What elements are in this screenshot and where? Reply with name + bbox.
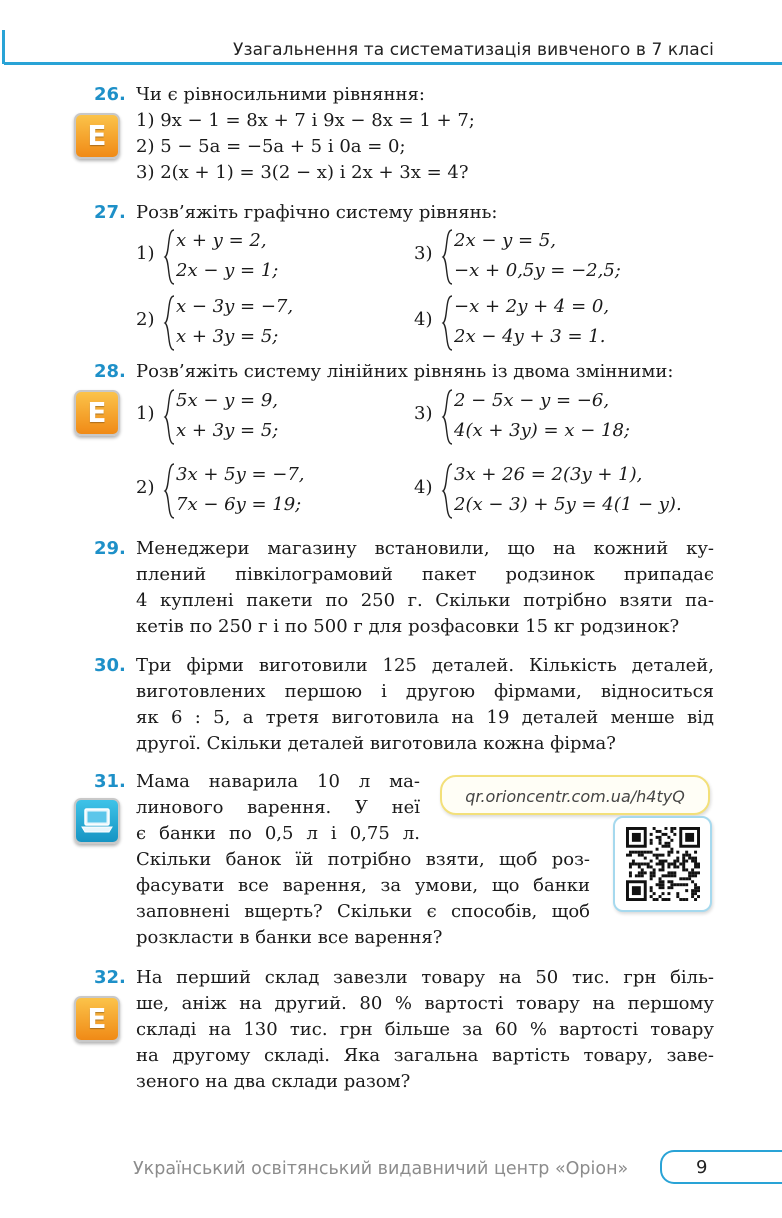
problem-26-item: 2) 5 − 5a = −5a + 5 і 0a = 0; [136, 136, 406, 157]
publisher-footer: Український освітянський видавничий центр «Оріон» [133, 1159, 629, 1179]
text-line: складі на 130 тис. грн більше за 60 % вартості товару [136, 1019, 714, 1040]
text-line: фасувати все варення, за умови, що банки [136, 875, 590, 896]
text-line: розкласти в банки все варення? [136, 927, 443, 948]
text-line: виготовлених першою і другою фірмами, відноситься [136, 681, 714, 702]
header-rule [4, 62, 782, 65]
problem-32-text [136, 965, 714, 1095]
problem-26-item: 3) 2(x + 1) = 3(2 − x) і 2x + 3x = 4? [136, 162, 469, 183]
e-badge-icon: E [74, 996, 120, 1042]
text-line: На перший склад завезли товару на 50 тис. грн біль- [136, 967, 714, 988]
text-line: на другому складі. Яка загальна вартість товару, заве- [136, 1045, 714, 1066]
text-line: як 6 : 5, а третя виготовила на 19 деталей менше від [136, 707, 714, 728]
text-line: Скільки банок їй потрібно взяти, щоб роз- [136, 849, 590, 870]
text-line: кетів по 250 г і по 500 г для розфасовки 15 кг родзинок? [136, 616, 680, 637]
text-line: 4 куплені пакети по 250 г. Скільки потрібно взяти па- [136, 590, 714, 611]
text-line: зеного на два склади разом? [136, 1071, 411, 1092]
problem-32-number: 32. [94, 967, 126, 988]
problem-28-number: 28. [94, 361, 126, 382]
problem-29-number: 29. [94, 538, 126, 559]
header-rule-tick [2, 30, 5, 64]
e-badge-icon: E [74, 113, 120, 159]
problem-27-text: Розв’яжіть графічно систему рівнянь: [136, 202, 498, 223]
problem-28-text: Розв’яжіть систему лінійних рівнянь із двома змінними: [136, 361, 674, 382]
problem-26-text: Чи є рівносильними рівняння: [136, 84, 425, 105]
text-line: заповнені вщерть? Скільки є способів, щоб [136, 901, 590, 922]
problem-31-number: 31. [94, 771, 126, 792]
text-line: другої. Скільки деталей виготовила кожна фірма? [136, 733, 616, 754]
qr-code[interactable] [613, 816, 712, 912]
problem-30-number: 30. [94, 655, 126, 676]
laptop-icon [74, 798, 120, 844]
problem-26-number: 26. [94, 84, 126, 105]
problem-27-number: 27. [94, 202, 126, 223]
problem-26-item: 1) 9x − 1 = 8x + 7 і 9x − 8x = 1 + 7; [136, 110, 475, 131]
problem-29-text [136, 536, 714, 640]
problem-31-text-top [136, 769, 420, 847]
problem-31-text [136, 847, 590, 951]
page-number-box [660, 1150, 782, 1184]
text-line: Менеджери магазину встановили, що на кожний ку- [136, 538, 714, 559]
text-line: є банки по 0,5 л і 0,75 л. [136, 823, 420, 844]
problem-30-text [136, 653, 714, 757]
text-line: ше, аніж на другий. 80 % вартості товару на першому [136, 993, 714, 1014]
header-title: Узагальнення та систематизація вивченого в 7 класі [233, 40, 714, 60]
page-number: 9 [696, 1157, 708, 1178]
text-line: линового варення. У неї [136, 797, 420, 818]
running-header [0, 30, 782, 68]
qr-code-icon [626, 827, 700, 901]
text-line: плений півкілограмовий пакет родзинок припадає [136, 564, 714, 585]
text-line: Мама наварила 10 л ма- [136, 771, 420, 792]
qr-link[interactable]: qr.orioncentr.com.ua/h4tyQ [440, 775, 710, 815]
text-line: Три фірми виготовили 125 деталей. Кількість деталей, [136, 655, 714, 676]
e-badge-icon: E [74, 390, 120, 436]
